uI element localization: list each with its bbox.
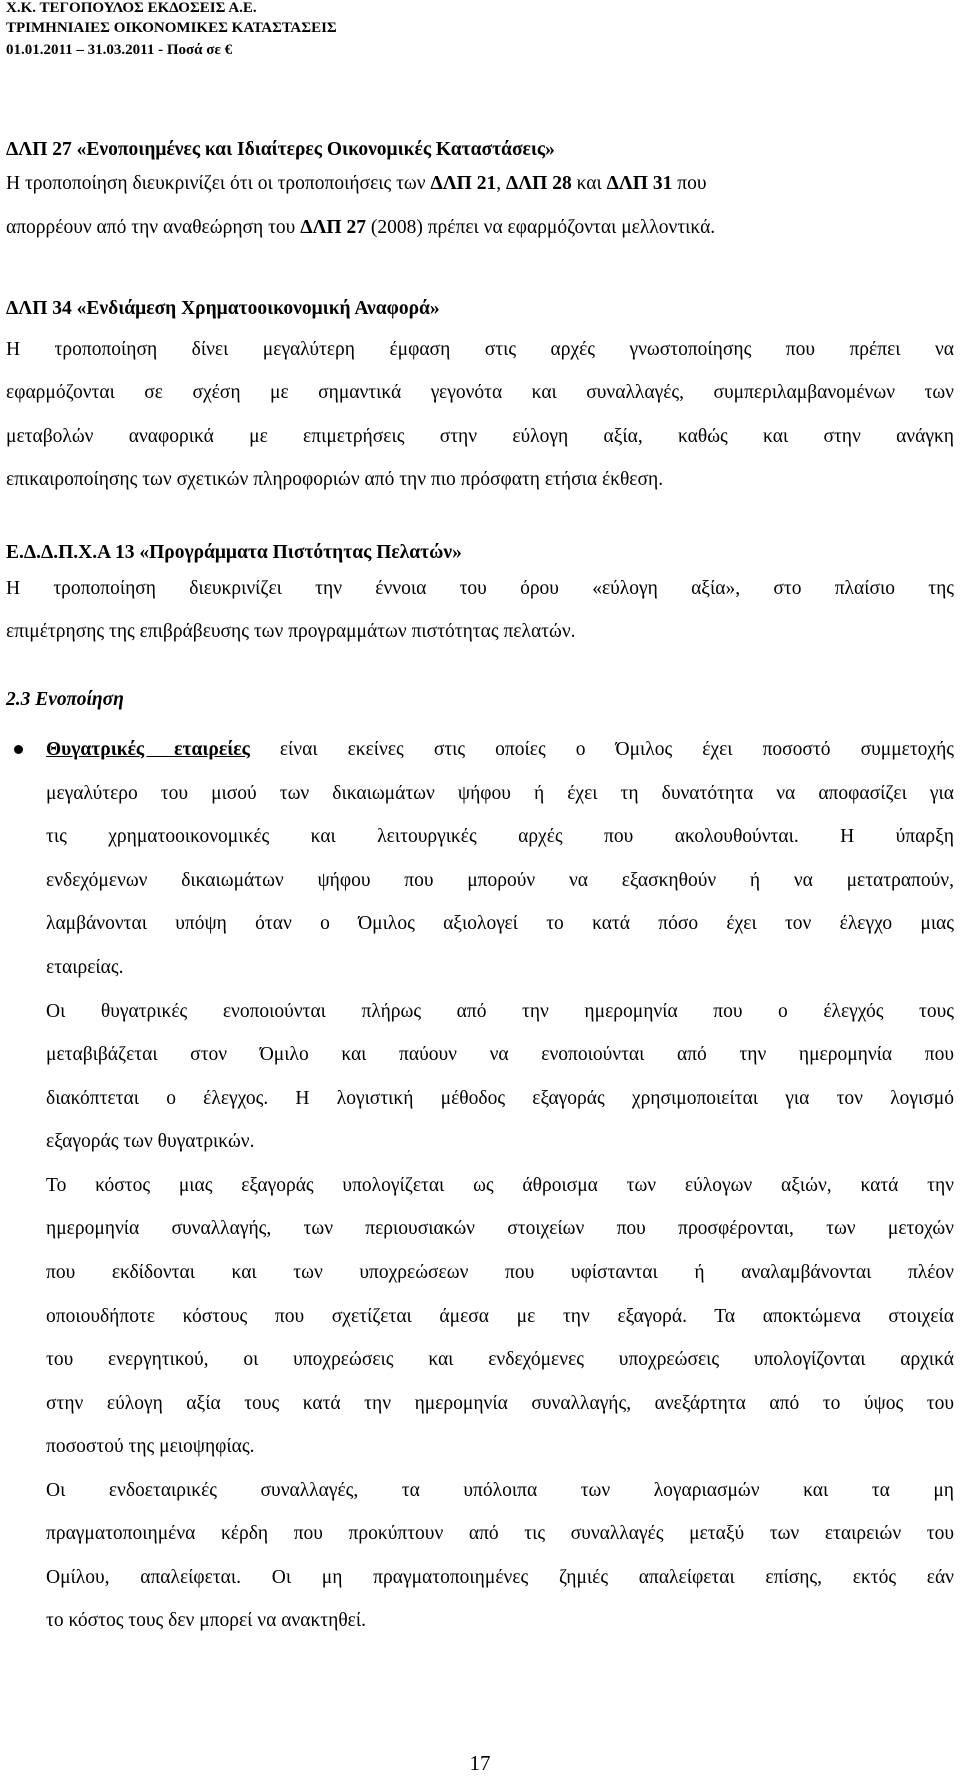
ias34-line: εφαρμόζονται σε σχέση με σημαντικά γεγονότα και συναλλαγές, συμπεριλαμβανομένων των xyxy=(6,382,954,403)
ias34-title: ΔΛΠ 34 «Ενδιάμεση Χρηματοοικονομική Αναφορά» xyxy=(6,298,440,319)
body-line: που εκδίδονται και των υποχρεώσεων που υφίστανται ή αναλαμβάνονται πλέον xyxy=(46,1262,954,1283)
body-line: Ομίλου, απαλείφεται. Οι μη πραγματοποιημένες ζημιές απαλείφεται επίσης, εκτός εάν xyxy=(46,1567,954,1588)
section-number: 2.3 xyxy=(6,689,31,710)
body-line: τις χρηματοοικονομικές και λειτουργικές αρχές που ακολουθούνται. Η ύπαρξη xyxy=(46,826,954,847)
body-line: μεγαλύτερο του μισού των δικαιωμάτων ψήφου ή έχει τη δυνατότητα να αποφασίζει για xyxy=(46,783,954,804)
body-line: οποιουδήποτε κόστους που σχετίζεται άμεσα με την εξαγορά. Τα αποκτώμενα στοιχεία xyxy=(46,1306,954,1327)
body-line: μεταβιβάζεται στον Όμιλο και παύουν να ενοποιούνται από την ημερομηνία που xyxy=(46,1044,954,1065)
body-line: λαμβάνονται υπόψη όταν ο Όμιλος αξιολογεί το κατά πόσο έχει τον έλεγχο μιας xyxy=(46,913,954,934)
section-title: Ενοποίηση xyxy=(35,689,124,710)
body-line: διακόπτεται ο έλεγχος. Η λογιστική μέθοδος εξαγοράς χρησιμοποιείται για τον λογισμό xyxy=(46,1088,954,1109)
ias27-line-1: Η τροποποίηση διευκρινίζει ότι οι τροποποιήσεις των ΔΛΠ 21, ΔΛΠ 28 και ΔΛΠ 31 που xyxy=(6,173,707,194)
header-company: Χ.Κ. ΤΕΓΟΠΟΥΛΟΣ ΕΚΔΟΣΕΙΣ Α.Ε. xyxy=(6,0,257,16)
ias34-line: επικαιροποίησης των σχετικών πληροφοριών από την πιο πρόσφατη ετήσια έκθεση. xyxy=(6,469,664,490)
ifric13-title: Ε.Δ.Δ.Π.Χ.Α 13 «Προγράμματα Πιστότητας Πελατών» xyxy=(6,542,462,563)
body-line: εταιρείας. xyxy=(46,957,124,978)
subsidiaries-first-line: Θυγατρικές εταιρείες είναι εκείνες στις οποίες ο Όμιλος έχει ποσοστό συμμετοχής xyxy=(46,739,954,760)
body-line: ημερομηνία συναλλαγής, των περιουσιακών στοιχείων που προσφέρονται, των μετοχών xyxy=(46,1218,954,1239)
body-line: του ενεργητικού, οι υποχρεώσεις και ενδεχόμενες υποχρεώσεις υπολογίζονται αρχικά xyxy=(46,1349,954,1370)
page-number: 17 xyxy=(469,1751,491,1775)
ias34-line: μεταβολών αναφορικά με επιμετρήσεις στην εύλογη αξία, καθώς και στην ανάγκη xyxy=(6,426,954,447)
ifric13-line: επιμέτρησης της επιβράβευσης των προγραμμάτων πιστότητας πελατών. xyxy=(6,621,576,642)
bullet-icon xyxy=(14,745,23,754)
body-line: Οι θυγατρικές ενοποιούνται πλήρως από την ημερομηνία που ο έλεγχός τους xyxy=(46,1001,954,1022)
body-line: Το κόστος μιας εξαγοράς υπολογίζεται ως άθροισμα των εύλογων αξιών, κατά την xyxy=(46,1175,954,1196)
header-period: 01.01.2011 – 31.03.2011 - Ποσά σε € xyxy=(6,42,233,58)
ifric13-line: Η τροποποίηση διευκρινίζει την έννοια του όρου «εύλογη αξία», στο πλαίσιο της xyxy=(6,578,954,599)
body-line: εξαγοράς των θυγατρικών. xyxy=(46,1131,255,1152)
ias34-line: Η τροποποίηση δίνει μεγαλύτερη έμφαση στις αρχές γνωστοποίησης που πρέπει να xyxy=(6,339,954,360)
ias27-line-2: απορρέουν από την αναθεώρηση του ΔΛΠ 27 (2008) πρέπει να εφαρμόζονται μελλοντικά. xyxy=(6,217,716,238)
header-report-title: ΤΡΙΜΗΝΙΑΙΕΣ ΟΙΚΟΝΟΜΙΚΕΣ ΚΑΤΑΣΤΑΣΕΙΣ xyxy=(6,20,337,36)
ias27-title: ΔΛΠ 27 «Ενοποιημένες και Ιδιαίτερες Οικονομικές Καταστάσεις» xyxy=(6,139,555,160)
body-line: το κόστος τους δεν μπορεί να ανακτηθεί. xyxy=(46,1610,366,1631)
body-line: Οι ενδοεταιρικές συναλλαγές, τα υπόλοιπα των λογαριασμών και τα μη xyxy=(46,1480,954,1501)
subsidiaries-term: Θυγατρικές εταιρείες xyxy=(46,739,250,760)
body-line: ποσοστού της μειοψηφίας. xyxy=(46,1436,255,1457)
body-line: ενδεχόμενων δικαιωμάτων ψήφου που μπορούν να εξασκηθούν ή να μετατραπούν, xyxy=(46,870,954,891)
body-line: πραγματοποιημένα κέρδη που προκύπτουν από τις συναλλαγές μεταξύ των εταιρειών του xyxy=(46,1523,954,1544)
body-line: στην εύλογη αξία τους κατά την ημερομηνία συναλλαγής, ανεξάρτητα από το ύψος του xyxy=(46,1393,954,1414)
section-heading xyxy=(6,689,124,711)
